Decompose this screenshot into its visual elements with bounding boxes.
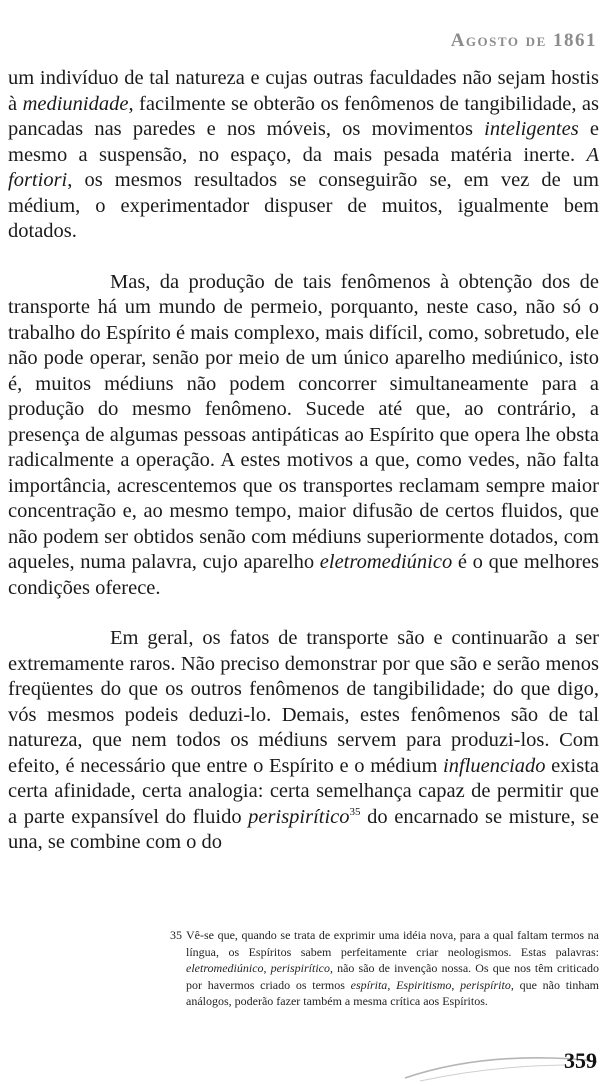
footnote-number: 35 (170, 928, 182, 942)
page-number: 359 (564, 1048, 597, 1073)
footnote-reference[interactable]: 35 (349, 805, 361, 818)
running-header: Agosto de 1861 (450, 30, 597, 51)
paragraph-3: Em geral, os fatos de transporte são e continuarão a ser extremamente raros. Não preciso demonstrar por que são e serão menos freqüentes do que os outros fenômenos de tangibilidade; do que digo, vós mesmos podeis deduzi-lo. Demais, estes fenômenos são de tal natureza, que nem todos os médiuns servem para produzi-los. Com efeito, é necessário que entre o Espírito e o médium influenciado exista certa afinidade, certa analogia: certa semelhança capaz de permitir que a parte expansível do fluido perispirítico$^{35}$ do encarnado se misture, se una, se combine com o do (8, 627, 599, 853)
paragraph-2: Mas, da produção de tais fenômenos à obtenção dos de transporte há um mundo de permeio, porquanto, neste caso, não só o trabalho do Espírito é mais complexo, mais difícil, como, sobretudo, ele não pode operar, senão por meio de um único aparelho mediúnico, isto é, muitos médiuns não podem concorrer simultaneamente para a produção do mesmo fenômeno. Sucede até que, ao contrário, a presença de algumas pessoas antipáticas ao Espírito que opera lhe obsta radicalmente a operação. A estes motivos a que, como vedes, não falta importância, acrescentemos que os transportes reclamam sempre maior concentração e, ao mesmo tempo, maior difusão de certos fluidos, que não podem ser obtidos senão com médiuns superiormente dotados, com aqueles, numa palavra, cujo aparelho eletromediúnico é o que melhores condições oferece. (8, 270, 599, 599)
footnote (170, 927, 599, 1010)
paragraph-1: um indivíduo de tal natureza e cujas outras faculdades não sejam hostis à mediunidade, facilmente se obterão os fenômenos de tangibilidade, as pancadas nas paredes e nos móveis, os movimentos inteligentes e mesmo a suspensão, no espaço, da mais pesada matéria inerte. A fortiori, os mesmos resultados se conseguirão se, em vez de um médium, o experimentador dispuser de muitos, igualmente bem dotados. (8, 67, 599, 242)
footnote-text: Vê-se que, quando se trata de exprimir uma idéia nova, para a qual faltam termos na língua, os Espíritos sabem perfeitamente criar neologismos. Estas palavras: eletromediúnico, perispirítico, não são de invenção nossa. Os que nos têm criticado por havermos criado os termos espírita, Espiritismo, perispírito, que não tinham análogos, poderão fazer também a mesma crítica aos Espíritos. (186, 928, 600, 1008)
body-text (8, 66, 599, 856)
